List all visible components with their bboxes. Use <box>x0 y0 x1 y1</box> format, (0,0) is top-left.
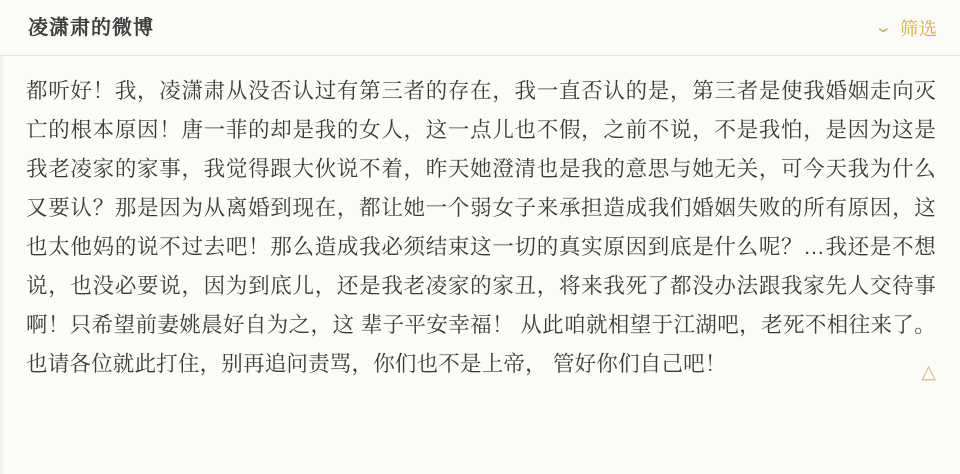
page-title: 凌潇肃的微博 <box>28 16 154 39</box>
chevron-up-icon[interactable]: △ <box>921 362 936 383</box>
header-actions <box>874 15 938 41</box>
post-text: 都听好！我，凌潇肃从没否认过有第三者的存在，我一直否认的是，第三者是使我婚姻走向灭亡的根本原因！唐一菲的却是我的女人，这一点儿也不假，之前不说，不是我怕，是因为这是我老凌家的家事，我觉得跟大伙说不着，昨天她澄清也是我的意思与她无关，可今天我为什么又要认？那是因为从离婚到现在，都让她一个弱女子来承担造成我们婚姻失败的所有原因，这也太他妈的说不过去吧！那么造成我必须结束这一切的真实原因到底是什么呢？…我还是不想说，也没必要说，因为到底儿，还是我老凌家的家丑，将来我死了都没办法跟我家先人交待事啊！只希望前妻姚晨好自为之，这 辈子平安幸福！ 从此咱就相望于江湖吧，老死不相往来了。也请各位就此打住，别再追问责骂，你们也不是上帝， 管好你们自己吧！ <box>26 79 936 376</box>
card-body <box>0 56 960 394</box>
card-header <box>0 0 960 56</box>
filter-link[interactable]: 筛选 <box>900 18 938 39</box>
chevron-down-icon[interactable]: ⌄ <box>874 19 894 36</box>
